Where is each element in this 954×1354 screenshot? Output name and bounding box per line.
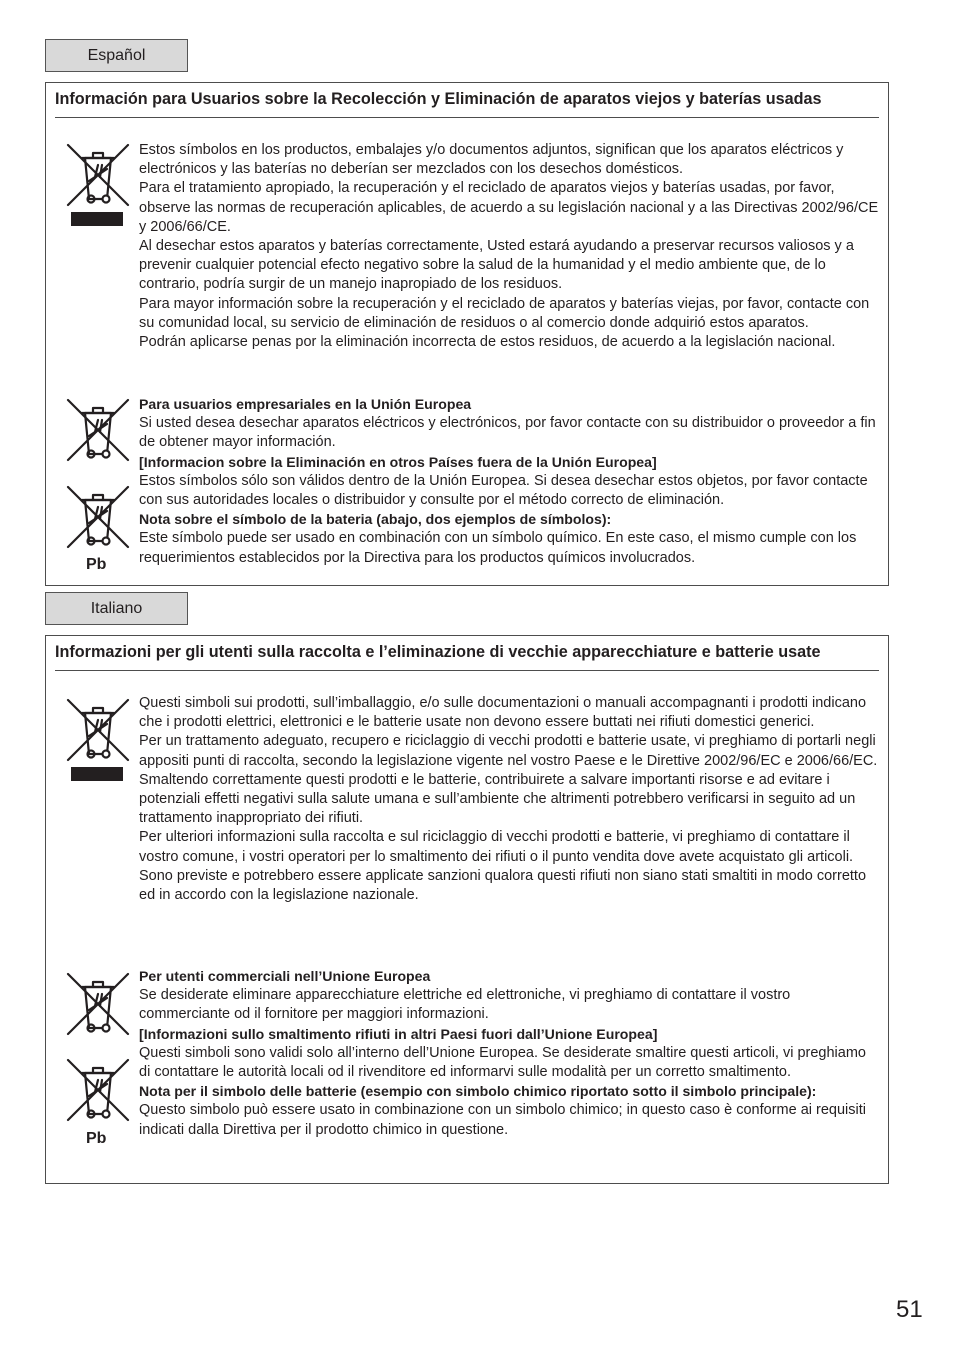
paragraph: Para el tratamiento apropiado, la recuperación y el reciclado de aparatos viejos y baterías usadas, por favor, observe las normas de recuperación aplicables, de acuerdo a su legislación nacional y a las Directivas 2002/96/CE y 2006/66/CE. (139, 180, 879, 235)
crossed-bin-battery-icon (66, 485, 130, 549)
paragraph: Podrán aplicarse penas por la eliminación incorrecta de estos residuos, de acuerdo a la legislación nacional. (139, 334, 836, 351)
black-bar-icon (71, 767, 123, 781)
paragraph: Este símbolo puede ser usado en combinación con un símbolo químico. En este caso, el mismo cumple con los requerimientos establecidos por la Directiva para los productos químicos involucrados. (139, 530, 857, 566)
subheading: Nota per il simbolo delle batterie (esempio con simbolo chimico riportato sotto il simbolo principale): (139, 1083, 817, 1100)
section-body (139, 694, 879, 905)
crossed-bin-icon (66, 972, 130, 1036)
paragraph: Al desechar estos aparatos y baterías correctamente, Usted estará ayudando a preservar recursos valiosos y a prevenir cualquier potencial efecto negativo sobre la salud de la humanidad y el medio ambiente que, de lo contrario, podría surgir de un manejo inapropiado de los residuos. (139, 238, 854, 293)
section-body (139, 141, 879, 352)
language-tab-espanol: Español (45, 39, 188, 72)
paragraph: Si usted desea desechar aparatos eléctricos y electrónicos, por favor contacte con su distribuidor o proveedor a fin de obtener mayor información. (139, 415, 876, 451)
paragraph: Per ulteriori informazioni sulla raccolta e sul riciclaggio di vecchi prodotti e batterie, vi preghiamo di contattare il vostro comune, i vostri operatori per lo smaltimento dei rifiuti o il punto vendita dove avete acquistato gli articoli. (139, 829, 854, 865)
subheading: [Informacion sobre la Eliminación en otros Países fuera de la Unión Europea] (139, 453, 657, 470)
page-number: 51 (896, 1296, 923, 1323)
section-box-espanol (45, 82, 889, 586)
subheading: Per utenti commerciali nell’Unione Europea (139, 968, 431, 984)
paragraph: Questi simboli sui prodotti, sull’imballaggio, e/o sulle documentazioni o manuali accompagnanti i prodotti indicano che i prodotti elettrici, elettronici e le batterie usate non devono essere buttati nei rifiuti domestici generici. (139, 695, 867, 731)
paragraph: Para mayor información sobre la recuperación y el reciclado de aparatos y baterías viejas, por favor, contacte con su comunidad local, su servicio de eliminación de residuos o al comercio donde adquirió estos aparatos. (139, 295, 870, 331)
paragraph: Estos símbolos sólo son válidos dentro de la Unión Europea. Si desea desechar estos objetos, por favor contacte con sus autoridades locales o distribuidor y consulte por el método correcto de eliminación. (139, 472, 868, 509)
section-box-italiano (45, 635, 889, 1184)
paragraph: Questi simboli sono validi solo all’interno dell’Unione Europea. Se desiderate smaltire questi articoli, vi preghiamo di contattare le autorità locali od il rivenditore ed informarvi sulle modalità per un corretto smaltimento. (139, 1044, 866, 1081)
paragraph: Questo simbolo può essere usato in combinazione con un simbolo chimico; in questo caso è conforme ai requisiti indicati dalla Direttiva per il prodotto chimico in questione. (139, 1102, 866, 1138)
crossed-bin-icon (66, 143, 130, 207)
paragraph: Per un trattamento adeguato, recupero e riciclaggio di vecchi prodotti e batterie usate, vi preghiamo di portarli negli appositi punti di raccolta, secondo la legislazione vigente nel vostro Paese e le Direttive 2002/96/EC e 2006/66/EC. (139, 733, 878, 769)
black-bar-icon (71, 212, 123, 226)
section-title: Informazioni per gli utenti sulla raccolta e l’eliminazione di vecchie apparecchiature e batterie usate (55, 642, 879, 671)
language-tab-italiano: Italiano (45, 592, 188, 625)
subheading: Para usuarios empresariales en la Unión Europea (139, 396, 472, 412)
crossed-bin-battery-icon (66, 1058, 130, 1122)
section-body-business (139, 395, 879, 568)
paragraph: Smaltendo correttamente questi prodotti e le batterie, contribuirete a salvare importanti risorse e ad evitare i potenziali effetti negativi sulla salute umana e sull’ambiente che altrimenti potrebbero verificarsi in seguito ad un trattamento inappropriato dei rifiuti. (139, 771, 856, 827)
section-body-business (139, 967, 879, 1140)
subheading: Nota sobre el símbolo de la bateria (abajo, dos ejemplos de símbolos): (139, 511, 612, 528)
section-title: Información para Usuarios sobre la Recolección y Eliminación de aparatos viejos y baterías usadas (55, 89, 879, 118)
paragraph: Sono previste e potrebbero essere applicate sanzioni qualora questi rifiuti non siano stati smaltiti in modo corretto ed in accordo con la legislazione nazionale. (139, 867, 867, 904)
subheading: [Informazioni sullo smaltimento rifiuti in altri Paesi fuori dall’Unione Europea] (139, 1025, 658, 1042)
chemical-symbol-pb: Pb (86, 1130, 107, 1147)
crossed-bin-icon (66, 698, 130, 762)
paragraph: Se desiderate eliminare apparecchiature elettriche ed elettroniche, vi preghiamo di contattare il vostro commerciante od il fornitore per maggiori informazioni. (139, 987, 791, 1023)
chemical-symbol-pb: Pb (86, 556, 107, 573)
paragraph: Estos símbolos en los productos, embalajes y/o documentos adjuntos, significan que los aparatos eléctricos y electrónicos y las baterías no deberían ser mezclados con los desechos domésticos. (139, 142, 844, 178)
crossed-bin-icon (66, 398, 130, 462)
